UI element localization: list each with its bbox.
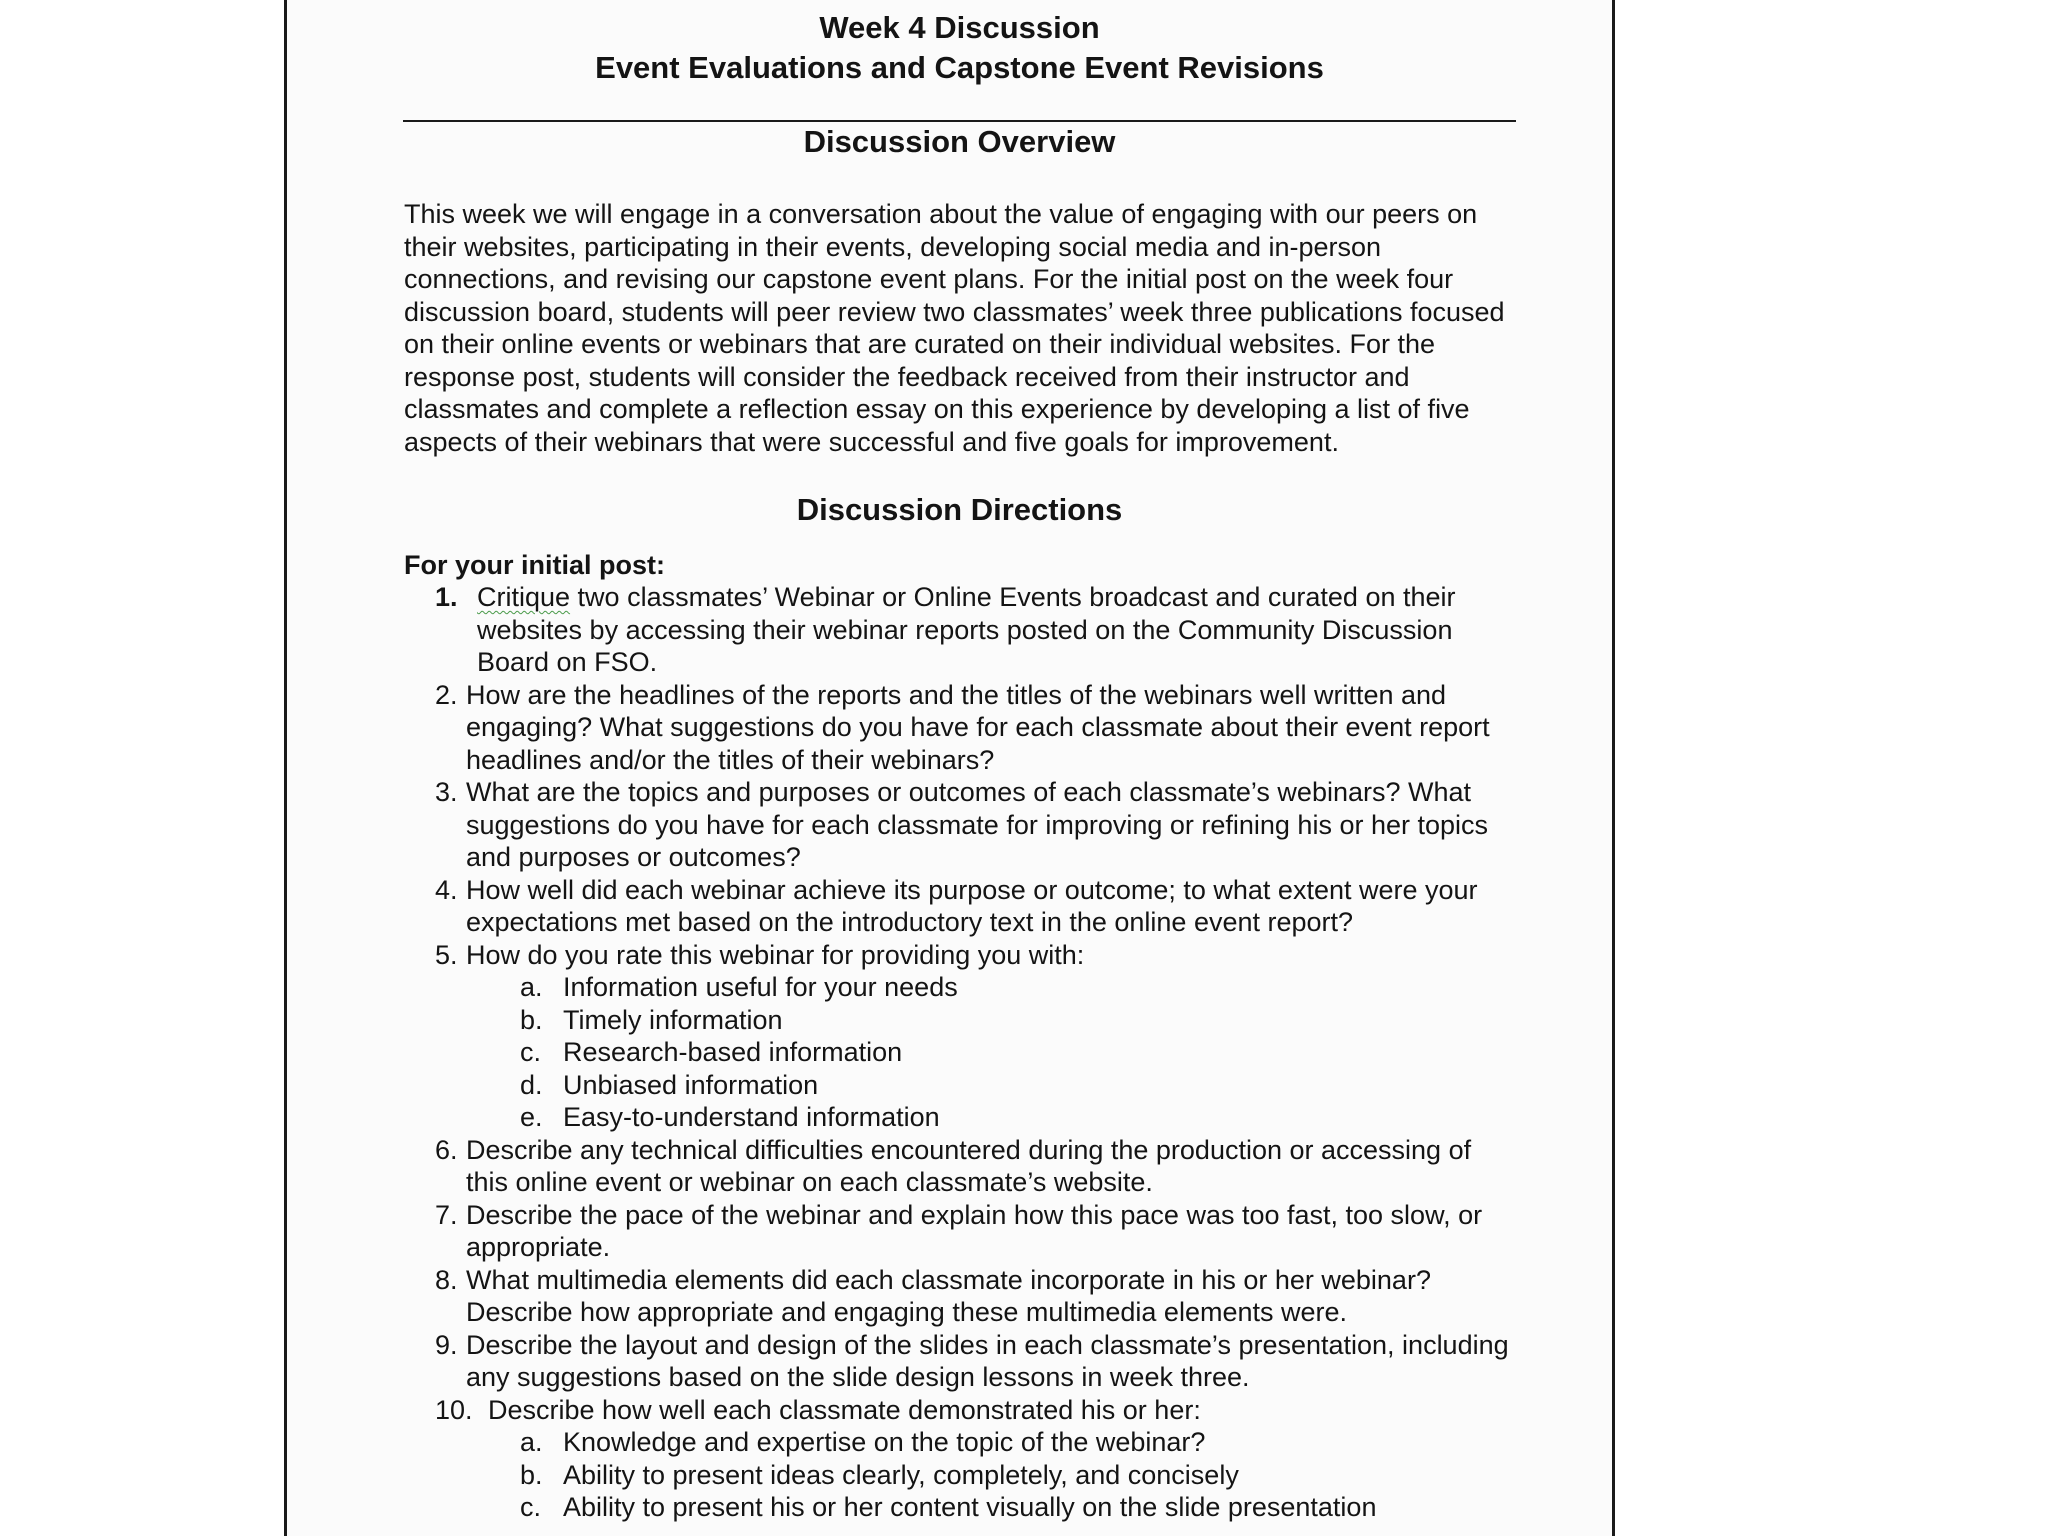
item-number: 2. (435, 679, 458, 710)
spellcheck-word: Critique (477, 582, 571, 612)
sub-item-letter: c. (520, 1492, 542, 1522)
item-text: How well did each webinar achieve its purpose or outcome; to what extent were your expectations met based on the introductory text in the online event report? (466, 874, 1478, 937)
item-text: Describe how well each classmate demonstrated his or her: (488, 1394, 1201, 1425)
sub-list-item (402, 1459, 1517, 1492)
document-subtitle: Event Evaluations and Capstone Event Revisions (595, 50, 1324, 85)
initial-post-label: For your initial post: (404, 550, 665, 580)
item-text: What multimedia elements did each classmate incorporate in his or her webinar? Describe how appropriate and engaging these multimedia elements were. (466, 1264, 1431, 1327)
sub-list-item (402, 1036, 1517, 1069)
sub-item-text: Information useful for your needs (563, 972, 958, 1002)
sub-list-item (402, 971, 1517, 1004)
sub-item-letter: b. (520, 1004, 543, 1035)
sub-item-text: Ability to present ideas clearly, completely, and concisely (563, 1459, 1239, 1490)
sub-list-item (402, 1069, 1517, 1102)
overview-heading: Discussion Overview (803, 124, 1116, 159)
sub-item-letter: e. (520, 1102, 543, 1132)
item-number: 7. (435, 1199, 458, 1230)
item-text: Describe the layout and design of the slides in each classmate’s presentation, including any suggestions based on the slide design lessons in week three. (466, 1329, 1509, 1392)
sub-list-item (402, 1004, 1517, 1037)
sub-item-letter: a. (520, 1427, 543, 1457)
list-item (402, 1329, 1517, 1394)
sub-item-text: Knowledge and expertise on the topic of the webinar? (563, 1427, 1206, 1457)
item-text: How do you rate this webinar for providing you with: (466, 939, 1085, 970)
sub-item-letter: a. (520, 972, 543, 1002)
sub-item-text: Unbiased information (563, 1069, 819, 1100)
item-number: 4. (435, 874, 458, 905)
item-number: 9. (435, 1329, 458, 1360)
list-item (402, 679, 1517, 777)
item-text: How are the headlines of the reports and the titles of the webinars well written and engaging? What suggestions do you have for each classmate about their event report headlines and/or the titles of their webinars? (466, 679, 1490, 775)
directions-heading: Discussion Directions (796, 492, 1123, 527)
item-text: Describe the pace of the webinar and explain how this pace was too fast, too slow, or appropriate. (466, 1199, 1483, 1262)
directions-list (402, 581, 1517, 1524)
item-number: 5. (435, 939, 458, 970)
item-number: 3. (435, 777, 458, 807)
list-item (402, 939, 1517, 972)
item-text: What are the topics and purposes or outcomes of each classmate’s webinars? What suggestions do you have for each classmate for improving or refining his or her topics and purposes or outcomes? (466, 777, 1489, 872)
list-item (402, 1199, 1517, 1264)
sub-list-item (402, 1101, 1517, 1134)
sub-item-text: Timely information (563, 1004, 783, 1035)
list-item (402, 776, 1517, 874)
item-text: two classmates’ Webinar or Online Events broadcast and curated on their websites by accessing their webinar reports posted on the Community Discussion Board on FSO. (477, 582, 1456, 677)
list-item (402, 1394, 1517, 1427)
sub-item-text: Ability to present his or her content visually on the slide presentation (563, 1492, 1377, 1522)
item-number: 6. (435, 1134, 458, 1165)
sub-item-text: Easy-to-understand information (563, 1102, 940, 1132)
item-number: 8. (435, 1264, 458, 1295)
list-item (402, 1264, 1517, 1329)
sub-item-letter: d. (520, 1069, 543, 1100)
item-text: Describe any technical difficulties encountered during the production or accessing of this online event or webinar on each classmate’s website. (466, 1134, 1472, 1197)
sub-item-letter: b. (520, 1459, 543, 1490)
sub-list-item (402, 1491, 1517, 1524)
document-title: Week 4 Discussion (819, 10, 1100, 45)
sub-list-item (402, 1426, 1517, 1459)
item-number: 10. (435, 1394, 473, 1425)
document-page (284, 0, 1615, 1536)
sub-item-letter: c. (520, 1037, 542, 1067)
sub-item-text: Research-based information (563, 1037, 903, 1067)
list-item (402, 1134, 1517, 1199)
item-number: 1. (435, 582, 458, 612)
list-item (402, 581, 1517, 679)
list-item (402, 874, 1517, 939)
overview-paragraph: This week we will engage in a conversation about the value of engaging with our peers on their websites, participating in their events, developing social media and in-person connections, and revising our capstone event plans. For the initial post on the week four discussion board, students will peer review two classmates’ week three publications focused on their online events or webinars that are curated on their individual websites. For the response post, students will consider the feedback received from their instructor and classmates and complete a reflection essay on this experience by developing a list of five aspects of their webinars that were successful and five goals for improvement. (404, 199, 1505, 457)
